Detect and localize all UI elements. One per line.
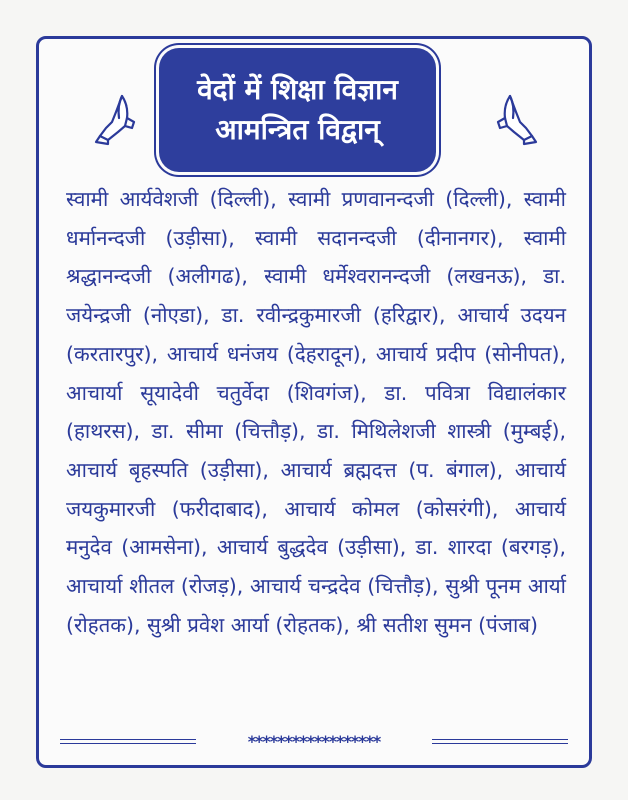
footer-ornament <box>60 732 568 758</box>
footer-rule-left <box>60 739 196 744</box>
praying-hands-icon <box>92 92 146 146</box>
footer-rule-right <box>432 739 568 744</box>
title-line-2: आमन्त्रित विद्वान् <box>215 113 380 146</box>
title-line-1: वेदों में शिक्षा विज्ञान <box>197 73 398 106</box>
invited-scholars-list: स्वामी आर्यवेशजी (दिल्ली), स्वामी प्रणवानन्दजी (दिल्ली), स्वामी धर्मानन्दजी (उड़ीसा), स्वामी सदानन्दजी (दीनानगर), स्वामी श्रद्धानन्दजी (अलीगढ), स्वामी धर्मेश्वरानन्दजी (लखनऊ), डा. जयेन्द्रजी (नोएडा), डा. रवीन्द्रकुमारजी (हरिद्वार), आचार्य उदयन (करतारपुर), आचार्य धनंजय (देहरादून), आचार्य प्रदीप (सोनीपत), आचार्या सूयादेवी चतुर्वेदा (शिवगंज), डा. पवित्रा विद्यालंकार (हाथरस), डा. सीमा (चित्तौड़), डा. मिथिलेशजी शास्त्री (मुम्बई), आचार्य बृहस्पति (उड़ीसा), आचार्य ब्रह्मदत्त (प. बंगाल), आचार्य जयकुमारजी (फरीदाबाद), आचार्य कोमल (कोसरंगी), आचार्य मनुदेव (आमसेना), आचार्य बुद्धदेव (उड़ीसा), डा. शारदा (बरगड़), आचार्या शीतल (रोजड़), आचार्य चन्द्रदेव (चित्तौड़), सुश्री पूनम आर्या (रोहतक), सुश्री प्रवेश आर्या (रोहतक), श्री सतीश सुमन (पंजाब) <box>66 187 566 637</box>
title-banner <box>159 48 436 172</box>
footer-stars: ****************** <box>247 732 381 751</box>
praying-hands-icon <box>486 92 540 146</box>
